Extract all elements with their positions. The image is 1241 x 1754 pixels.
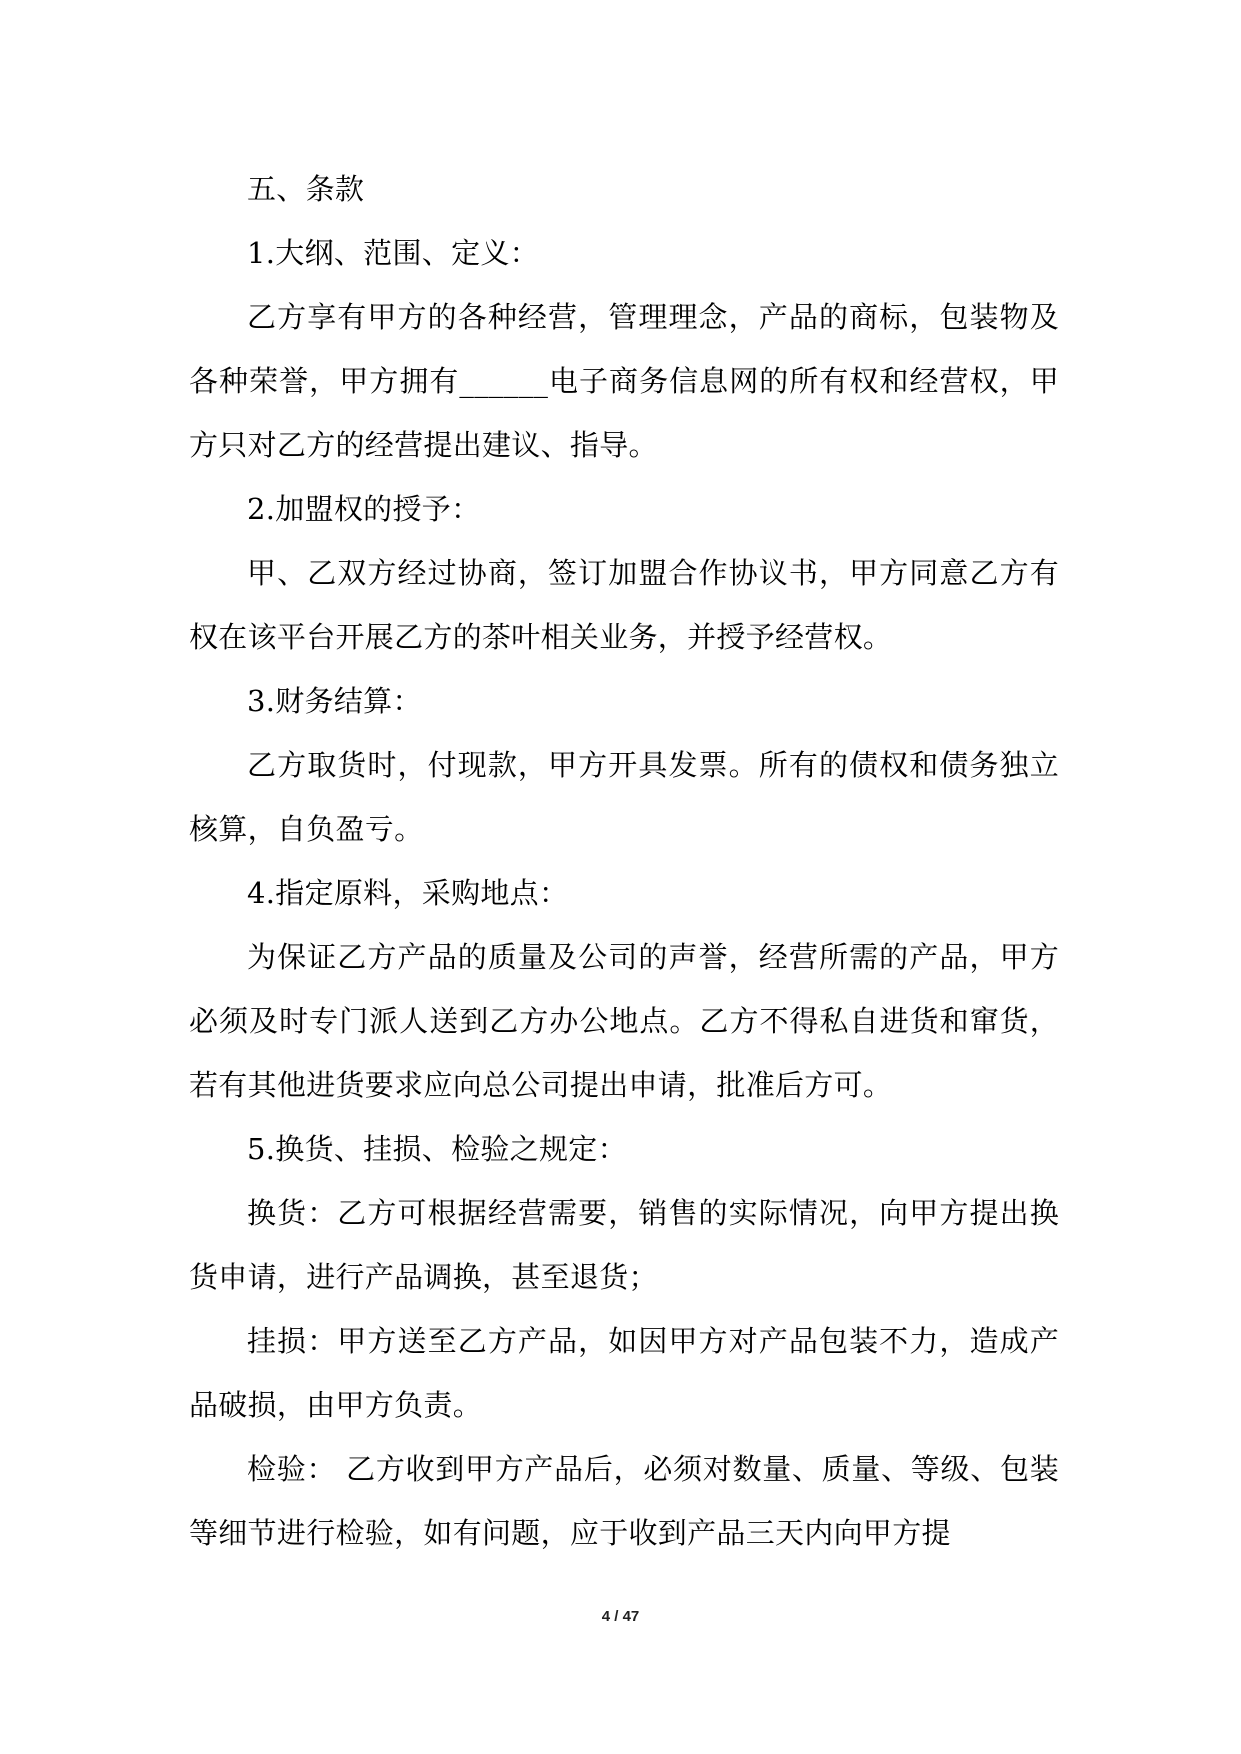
body-paragraph: 乙方取货时，付现款，甲方开具发票。所有的债权和债务独立核算，自负盈亏。 [189, 748, 1059, 846]
body-paragraph: 检验： 乙方收到甲方产品后，必须对数量、质量、等级、包装等细节进行检验，如有问题，应于收到产品三天内向甲方提 [189, 1452, 1059, 1550]
body-paragraph: 挂损：甲方送至乙方产品，如因甲方对产品包装不力，造成产品破损，由甲方负责。 [189, 1324, 1059, 1422]
section-heading: 五、条款 [247, 172, 365, 206]
body-paragraph: 乙方享有甲方的各种经营，管理理念，产品的商标，包装物及各种荣誉，甲方拥有______电子商务信息网的所有权和经营权，甲方只对乙方的经营提出建议、指导。 [189, 300, 1059, 462]
clause-heading: 3.财务结算： [247, 684, 422, 718]
page-number: 4 / 47 [601, 1608, 640, 1625]
clause-heading: 2.加盟权的授予： [247, 492, 481, 526]
clause-heading: 5.换货、挂损、检验之规定： [247, 1132, 627, 1166]
clause-heading: 4.指定原料，采购地点： [247, 876, 569, 910]
clause-heading: 1.大纲、范围、定义： [247, 236, 539, 270]
body-paragraph: 换货：乙方可根据经营需要，销售的实际情况，向甲方提出换货申请，进行产品调换，甚至退货； [189, 1196, 1059, 1294]
body-paragraph: 甲、乙双方经过协商，签订加盟合作协议书，甲方同意乙方有权在该平台开展乙方的茶叶相关业务，并授予经营权。 [189, 556, 1059, 654]
document-body [189, 157, 1059, 1565]
body-paragraph: 为保证乙方产品的质量及公司的声誉，经营所需的产品，甲方必须及时专门派人送到乙方办公地点。乙方不得私自进货和窜货，若有其他进货要求应向总公司提出申请，批准后方可。 [189, 940, 1059, 1102]
